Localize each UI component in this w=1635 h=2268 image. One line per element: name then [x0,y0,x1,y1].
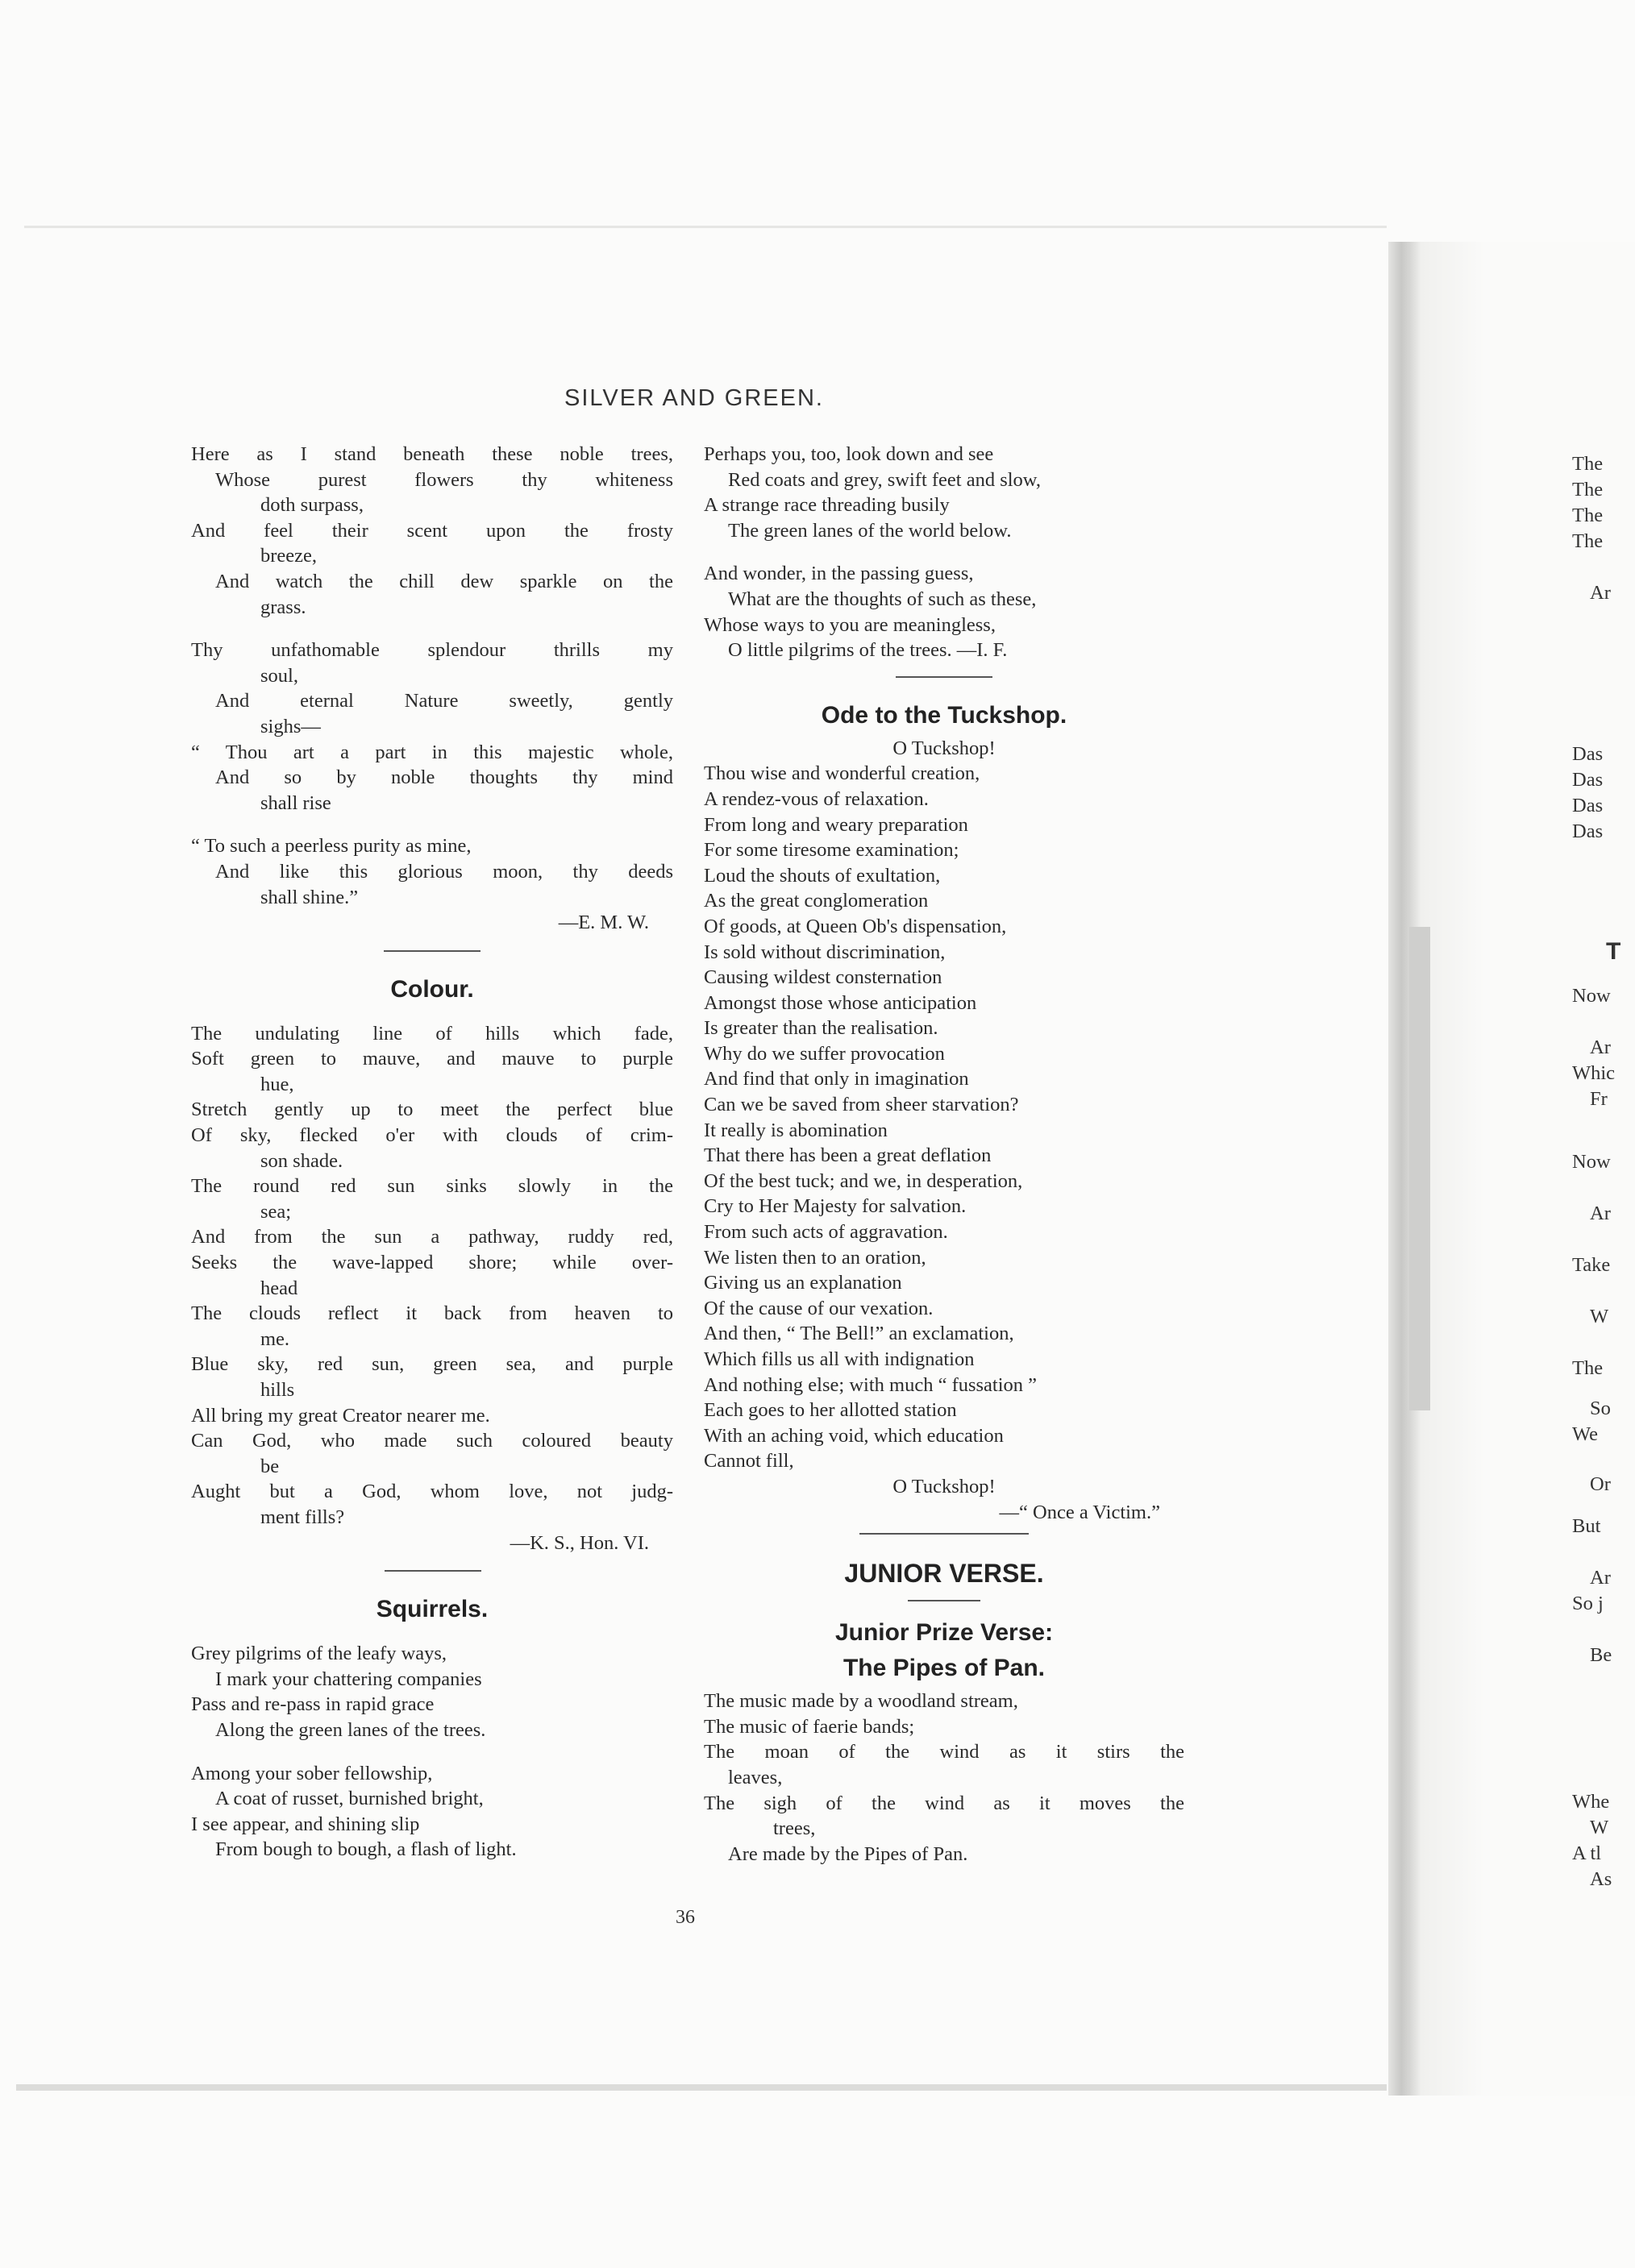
verse-line: head [260,1277,298,1299]
verse-line: Among your sober fellowship, [191,1762,433,1784]
verse-line: soul, [260,664,298,687]
verse-line: Aught but a God, whom love, not judg- [191,1481,673,1503]
fragment-text: Das [1572,743,1604,765]
fragment-text: So j [1572,1593,1604,1614]
verse-line: shall shine.” [260,886,359,908]
verse-line: For some tiresome examination; [704,839,959,862]
verse-line: The music made by a woodland stream, [704,1690,1018,1713]
fragment-heading: T [1606,938,1621,965]
verse-line: Grey pilgrims of the leafy ways, [191,1643,447,1665]
verse-line: That there has been a great deflation [704,1144,992,1167]
verse-line: sighs— [260,715,321,737]
poem-title: Ode to the Tuckshop. [821,701,1067,729]
verse-line: Thy unfathomable splendour thrills my [191,639,673,662]
running-title: SILVER AND GREEN. [564,385,824,411]
verse-line: Whose purest flowers thy whiteness [215,468,673,491]
fragment-text: The [1572,1357,1604,1379]
fragment-text: Fr [1590,1088,1608,1110]
verse-line: The music of faerie bands; [704,1715,915,1738]
verse-line: Here as I stand beneath these noble trees, [191,443,673,465]
verse-line: Which fills us all with indignation [704,1348,975,1370]
poem-body [704,761,1184,1474]
divider [908,1600,980,1601]
verse-line: The sigh of the wind as it moves the [704,1792,1184,1814]
fragment-text: A tl [1572,1842,1602,1864]
poem-stanza [191,1641,673,1743]
verse-line: I see appear, and shining slip [191,1813,420,1835]
verse-line: With an aching void, which education [704,1424,1004,1447]
verse-line: O little pilgrims of the trees. —I. F. [728,639,1008,662]
fragment-text: But [1572,1515,1601,1537]
fragment-text: Das [1572,820,1604,842]
poem-stanza [191,833,673,910]
attribution: —E. M. W. [558,912,649,934]
fragment-text: So [1590,1398,1611,1419]
poem-stanza [704,442,1184,543]
verse-line: The green lanes of the world below. [728,519,1012,542]
verse-line: Red coats and grey, swift feet and slow, [728,468,1042,491]
poem-title: The Pipes of Pan. [842,1655,1046,1682]
poem-body [191,1021,673,1531]
fragment-text: Ar [1590,582,1611,604]
poem-title: Squirrels. [376,1596,489,1623]
verse-line: Whose ways to you are meaningless, [704,613,996,636]
verse-line: hills [260,1379,295,1401]
fragment-text: Now [1572,985,1611,1007]
verse-line: And eternal Nature sweetly, gently [215,690,673,712]
page-edge-top [24,226,1387,228]
fragment-text: Now [1572,1151,1611,1173]
verse-line: The undulating line of hills which fade, [191,1022,673,1045]
verse-line: It really is abomination [704,1119,888,1141]
verse-line: The moan of the wind as it stirs the [704,1741,1184,1763]
verse-line: And find that only in imagination [704,1068,969,1090]
divider [896,676,992,678]
verse-line: leaves, [728,1766,783,1788]
divider [384,950,481,952]
attribution: —“ Once a Victim.” [999,1501,1160,1523]
verse-line: Causing wildest consternation [704,966,942,989]
verse-line: A rendez-vous of relaxation. [704,787,929,810]
verse-line: me. [260,1327,290,1350]
verse-line: From long and weary preparation [704,813,968,836]
verse-line: be [260,1455,280,1477]
fragment-text: Das [1572,795,1604,816]
verse-line: We listen then to an oration, [704,1246,926,1269]
verse-line: breeze, [260,545,318,567]
poem-stanza [191,442,673,620]
verse-line: And nothing else; with much “ fussation ” [704,1373,1038,1396]
verse-line: The round red sun sinks slowly in the [191,1175,673,1198]
fragment-text: The [1572,530,1604,552]
verse-line: Are made by the Pipes of Pan. [728,1842,968,1865]
divider [859,1533,1029,1535]
verse-line: And feel their scent upon the frosty [191,519,673,542]
fragment-text: We [1572,1423,1599,1445]
verse-line: ment fills? [260,1506,345,1528]
fragment-text: Ar [1590,1567,1611,1589]
verse-line: Why do we suffer provocation [704,1042,945,1065]
attribution: —K. S., Hon. VI. [510,1531,649,1554]
fragment-text: As [1590,1868,1612,1890]
poem-title: Colour. [390,975,474,1003]
poem-stanza [704,561,1184,663]
divider [385,1570,481,1572]
fragment-text: Ar [1590,1036,1611,1058]
verse-line: Seeks the wave-lapped shore; while over- [191,1252,673,1274]
verse-line: son shade. [260,1149,343,1172]
fragment-text: Take [1572,1254,1611,1276]
verse-line: And from the sun a pathway, ruddy red, [191,1226,673,1248]
verse-line: Each goes to her allotted station [704,1399,957,1422]
verse-line: And so by noble thoughts thy mind [215,766,673,789]
page-number: 36 [676,1907,695,1928]
verse-line: trees, [773,1817,816,1840]
verse-line: Is sold without discrimination, [704,941,946,963]
verse-line: Blue sky, red sun, green sea, and purple [191,1353,673,1376]
fragment-text: The [1572,453,1604,475]
verse-line: Amongst those whose anticipation [704,991,977,1014]
section-heading: JUNIOR VERSE. [844,1559,1044,1589]
verse-line: And wonder, in the passing guess, [704,563,974,585]
fragment-text: The [1572,505,1604,526]
verse-line: From such acts of aggravation. [704,1221,948,1244]
verse-line: “ To such a peerless purity as mine, [191,835,472,858]
verse-line: Pass and re-pass in rapid grace [191,1693,435,1716]
page-fold-shadow [1409,927,1430,1410]
fragment-text: Das [1572,769,1604,791]
verse-line: The clouds reflect it back from heaven to [191,1302,673,1325]
verse-line: grass. [260,596,306,618]
verse-line: A strange race threading busily [704,494,950,517]
sub-heading: Junior Prize Verse: [834,1619,1054,1647]
verse-line: O Tuckshop! [892,737,996,759]
poem-stanza [191,1761,673,1863]
verse-line: “ Thou art a part in this majestic whole, [191,741,673,763]
fragment-text: Or [1590,1473,1611,1495]
verse-line: I mark your chattering companies [215,1668,482,1690]
verse-line: Perhaps you, too, look down and see [704,443,994,465]
verse-line: Of goods, at Queen Ob's dispensation, [704,915,1007,937]
fragment-text: Whe [1572,1791,1610,1813]
left-column [191,442,673,1863]
verse-line: A coat of russet, burnished bright, [215,1788,484,1810]
fragment-text: W [1590,1817,1609,1838]
right-column [704,442,1184,1867]
poem-body [704,1689,1184,1867]
verse-line: Giving us an explanation [704,1272,902,1294]
verse-line: Cry to Her Majesty for salvation. [704,1195,967,1218]
verse-line: What are the thoughts of such as these, [728,588,1037,610]
verse-line: doth surpass, [260,494,364,517]
verse-line: Cannot fill, [704,1450,794,1473]
fragment-text: Whic [1572,1062,1616,1084]
verse-line: Of sky, flecked o'er with clouds of crim- [191,1124,673,1147]
verse-line: Of the cause of our vexation. [704,1297,934,1319]
verse-line: Stretch gently up to meet the perfect blue [191,1099,673,1121]
verse-line: Soft green to mauve, and mauve to purple [191,1048,673,1070]
verse-line: Can God, who made such coloured beauty [191,1430,673,1452]
verse-line: As the great conglomeration [704,890,929,912]
poem-stanza [191,638,673,816]
verse-line: And watch the chill dew sparkle on the [215,570,673,592]
verse-line: O Tuckshop! [892,1475,996,1497]
page-edge-bottom [16,2084,1387,2091]
fragment-text: Ar [1590,1203,1611,1224]
verse-line: Of the best tuck; and we, in desperation, [704,1169,1023,1192]
verse-line: From bough to bough, a flash of light. [215,1838,517,1861]
facing-page-fragments [1572,0,1635,2268]
verse-line: All bring my great Creator nearer me. [191,1404,490,1427]
verse-line: shall rise [260,791,331,814]
verse-line: And like this glorious moon, thy deeds [215,860,673,883]
verse-line: Loud the shouts of exultation, [704,864,941,887]
verse-line: hue, [260,1073,294,1095]
verse-line: sea; [260,1200,292,1223]
fragment-text: W [1590,1306,1609,1327]
verse-line: And then, “ The Bell!” an exclamation, [704,1323,1014,1345]
verse-line: Is greater than the realisation. [704,1017,938,1040]
verse-line: Can we be saved from sheer starvation? [704,1094,1019,1116]
verse-line: Thou wise and wonderful creation, [704,762,980,785]
fragment-text: The [1572,479,1604,501]
fragment-text: Be [1590,1644,1612,1666]
verse-line: Along the green lanes of the trees. [215,1718,486,1741]
